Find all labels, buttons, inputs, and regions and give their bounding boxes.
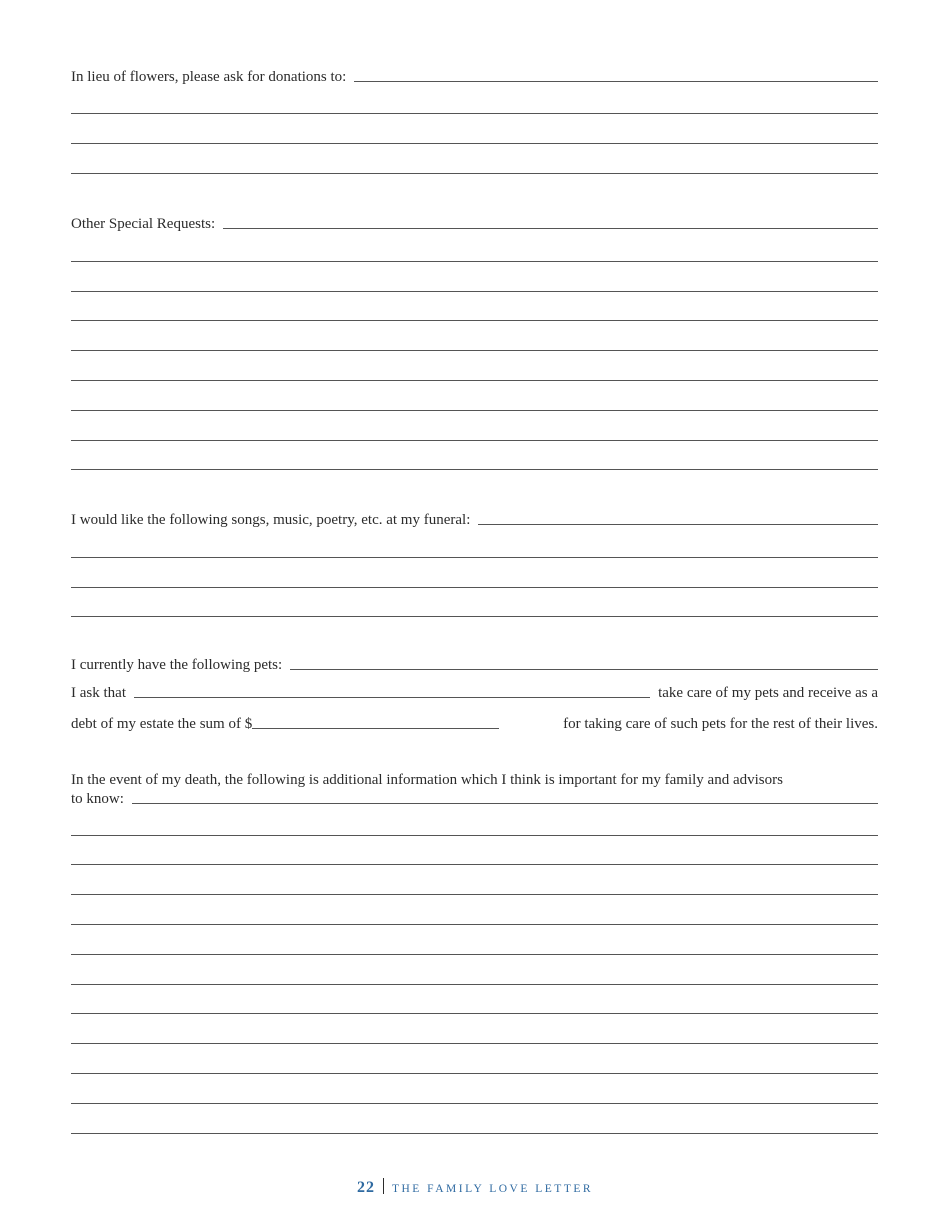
special-requests-line[interactable] (71, 320, 878, 321)
pets-row (71, 656, 878, 674)
footer-title: THE FAMILY LOVE LETTER (391, 1183, 594, 1195)
pets-caretaker-row (71, 684, 878, 702)
additional-info-line[interactable] (71, 1073, 878, 1074)
additional-info-line[interactable] (71, 984, 878, 985)
special-requests-label: Other Special Requests: (71, 216, 216, 232)
page-number: 22 (356, 1179, 375, 1196)
additional-info-row (71, 790, 878, 808)
songs-label: I would like the following songs, music, poetry, etc. at my funeral: (71, 512, 471, 528)
special-requests-field[interactable] (223, 228, 878, 229)
songs-row (71, 511, 878, 529)
pets-debt-prefix: debt of my estate the sum of $ (71, 716, 253, 732)
donations-line[interactable] (71, 143, 878, 144)
special-requests-line[interactable] (71, 469, 878, 470)
special-requests-line[interactable] (71, 291, 878, 292)
pets-ask-suffix: take care of my pets and receive as a (658, 685, 878, 701)
additional-info-line[interactable] (71, 1013, 878, 1014)
additional-info-text: In the event of my death, the following is additional information which I think is important for my family and advisors (71, 772, 783, 788)
donations-field[interactable] (354, 81, 878, 82)
additional-info-field[interactable] (132, 803, 878, 804)
pets-label: I currently have the following pets: (71, 657, 283, 673)
additional-info-line[interactable] (71, 1043, 878, 1044)
pets-debt-suffix: for taking care of such pets for the rest of their lives. (563, 716, 878, 732)
donations-label: In lieu of flowers, please ask for donations to: (71, 69, 347, 85)
songs-line[interactable] (71, 587, 878, 588)
songs-line[interactable] (71, 557, 878, 558)
donations-row (71, 68, 878, 86)
special-requests-line[interactable] (71, 440, 878, 441)
pets-amount-field[interactable] (252, 728, 499, 729)
special-requests-line[interactable] (71, 410, 878, 411)
additional-info-line[interactable] (71, 924, 878, 925)
special-requests-line[interactable] (71, 350, 878, 351)
songs-line[interactable] (71, 616, 878, 617)
pets-caretaker-field[interactable] (134, 697, 650, 698)
additional-info-line[interactable] (71, 835, 878, 836)
pets-field[interactable] (290, 669, 878, 670)
additional-info-line[interactable] (71, 1103, 878, 1104)
additional-info-line[interactable] (71, 864, 878, 865)
special-requests-line[interactable] (71, 261, 878, 262)
donations-line[interactable] (71, 173, 878, 174)
footer-divider (383, 1178, 384, 1194)
additional-info-line[interactable] (71, 894, 878, 895)
donations-line[interactable] (71, 113, 878, 114)
songs-field[interactable] (478, 524, 878, 525)
pets-debt-row (71, 715, 878, 733)
additional-info-line[interactable] (71, 954, 878, 955)
additional-info-label-line2: to know: (71, 791, 124, 807)
pets-ask-prefix: I ask that (71, 685, 126, 701)
page-footer (0, 1178, 950, 1197)
additional-info-label-line1 (71, 770, 878, 790)
special-requests-row (71, 215, 878, 233)
additional-info-line[interactable] (71, 1133, 878, 1134)
special-requests-line[interactable] (71, 380, 878, 381)
